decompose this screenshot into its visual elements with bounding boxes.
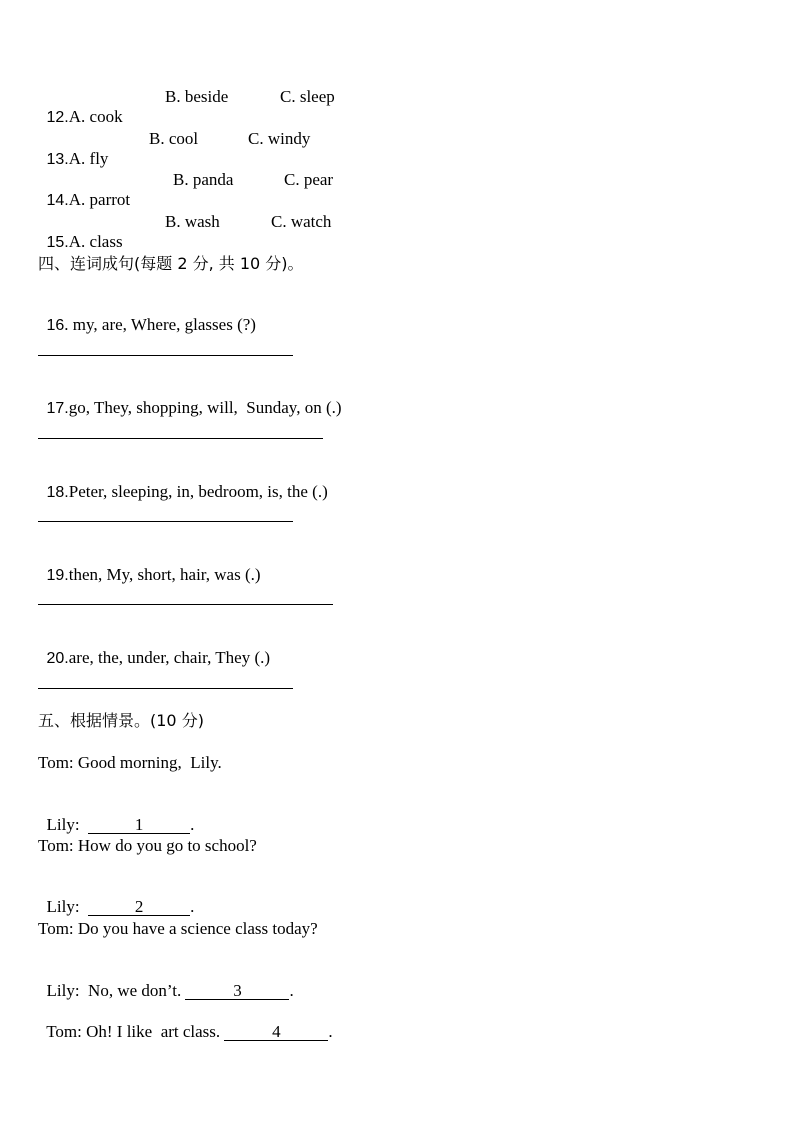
question-number: 19. (46, 567, 69, 584)
dialogue-line: Tom: Do you have a science class today? (38, 919, 318, 938)
question-12 (38, 87, 123, 128)
speaker-text: Lily: No, we don’t. (46, 981, 186, 1000)
question-13 (38, 129, 108, 170)
punctuation: . (190, 815, 195, 834)
answer-line[interactable] (38, 438, 323, 439)
section-5-heading: 五、根据情景。(10 分) (38, 711, 204, 730)
answer-blank[interactable]: 3 (185, 982, 289, 1000)
sentence-item-17 (38, 378, 342, 419)
dialogue-line: Tom: How do you go to school? (38, 836, 257, 855)
option-a: A. class (68, 232, 123, 251)
answer-blank[interactable]: 1 (88, 816, 190, 834)
question-number: 14. (46, 192, 69, 209)
option-c: C. watch (271, 212, 332, 231)
speaker-text: Lily: (46, 897, 89, 916)
dialogue-line (38, 877, 194, 917)
section-4-heading: 四、连词成句(每题 2 分, 共 10 分)。 (38, 254, 304, 273)
sentence-item-19 (38, 545, 261, 586)
speaker-text: Lily: (46, 815, 89, 834)
option-a: A. parrot (68, 190, 131, 209)
punctuation: . (289, 981, 294, 1000)
answer-line[interactable] (38, 688, 293, 689)
word-list: Peter, sleeping, in, bedroom, is, the (.) (68, 482, 328, 501)
option-a: A. fly (68, 149, 109, 168)
speaker-text: Tom: Oh! I like art class. (46, 1022, 225, 1041)
sentence-item-16 (38, 295, 256, 336)
question-number: 13. (46, 151, 69, 168)
question-number: 16 (46, 317, 65, 334)
answer-blank[interactable]: 2 (88, 898, 190, 916)
option-b: B. beside (165, 87, 229, 106)
question-number: 12. (46, 109, 69, 126)
option-c: C. windy (248, 129, 311, 148)
option-b: B. cool (149, 129, 199, 148)
answer-line[interactable] (38, 355, 293, 356)
answer-blank[interactable]: 4 (224, 1023, 328, 1041)
dialogue-line (38, 1002, 333, 1042)
sentence-item-20 (38, 628, 270, 669)
option-a: A. cook (68, 107, 123, 126)
word-list: are, the, under, chair, They (.) (68, 648, 271, 667)
answer-line[interactable] (38, 604, 333, 605)
punctuation: . (190, 897, 195, 916)
sentence-item-18 (38, 462, 328, 503)
dialogue-line: Tom: Good morning, Lily. (38, 753, 222, 772)
question-number: 20. (46, 650, 69, 667)
question-number: 15. (46, 234, 69, 251)
word-list: . my, are, Where, glasses (?) (64, 315, 256, 334)
option-b: B. wash (165, 212, 220, 231)
punctuation: . (328, 1022, 333, 1041)
word-list: go, They, shopping, will, Sunday, on (.) (68, 398, 342, 417)
question-14 (38, 170, 130, 211)
option-c: C. pear (284, 170, 334, 189)
option-c: C. sleep (280, 87, 335, 106)
question-number: 17. (46, 400, 69, 417)
dialogue-line (38, 795, 194, 835)
dialogue-line (38, 961, 294, 1001)
question-15 (38, 212, 123, 253)
question-number: 18. (46, 484, 69, 501)
word-list: then, My, short, hair, was (.) (68, 565, 261, 584)
option-b: B. panda (173, 170, 234, 189)
answer-line[interactable] (38, 521, 293, 522)
